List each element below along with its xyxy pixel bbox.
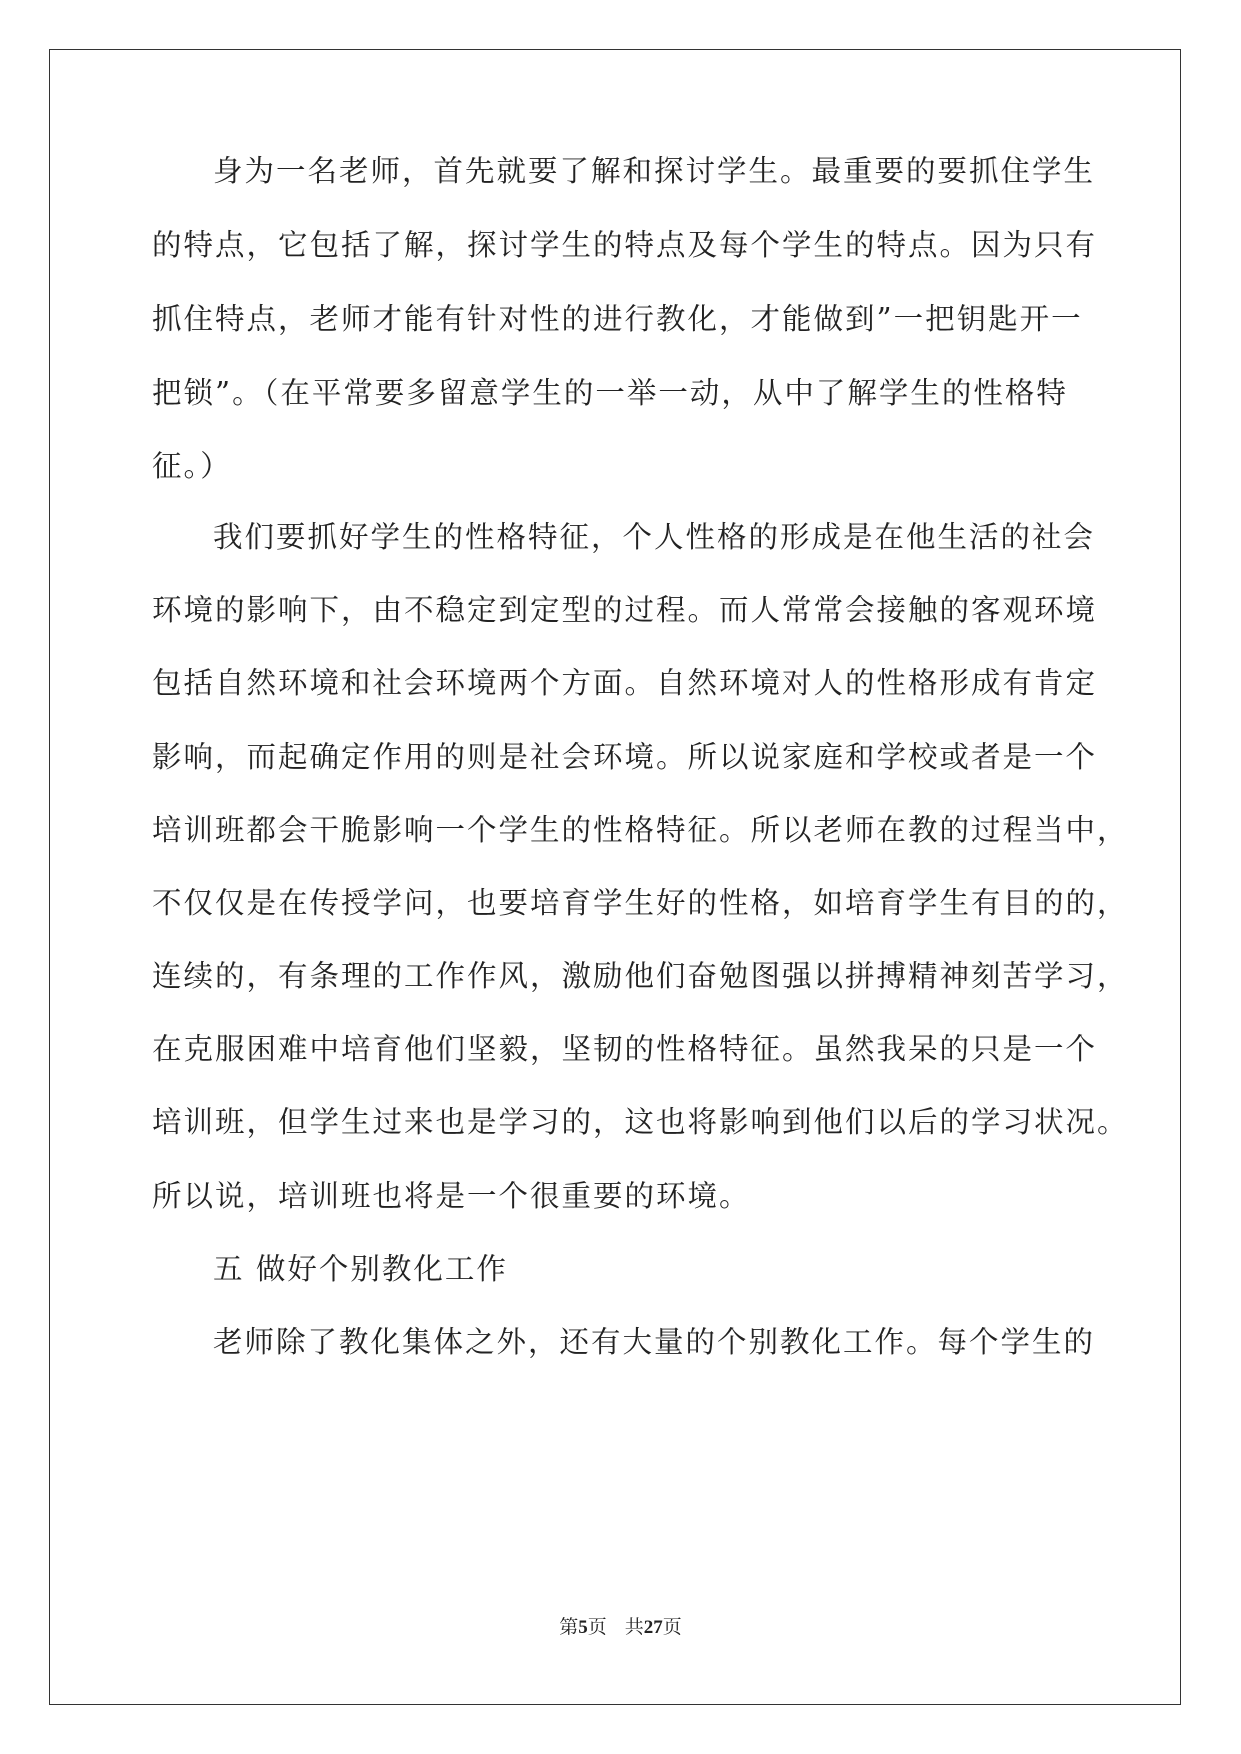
paragraph-line: 老师除了教化集体之外，还有大量的个别教化工作。每个学生的 [213,1325,1096,1359]
footer-prefix: 第 [559,1617,579,1638]
total-pages-number: 27 [643,1617,663,1638]
page-border [49,49,1181,1705]
footer-total-prefix: 共 [624,1617,644,1638]
paragraph-line: 不仅仅是在传授学问，也要培育学生好的性格，如培育学生有目的的， [152,886,1129,920]
paragraph-line: 身为一名老师，首先就要了解和探讨学生。最重要的要抓住学生 [213,154,1096,188]
paragraph-line: 影响，而起确定作用的则是社会环境。所以说家庭和学校或者是一个 [152,740,1098,774]
paragraph-line: 在克服困难中培育他们坚毅，坚韧的性格特征。虽然我呆的只是一个 [152,1032,1098,1066]
footer-page-unit: 页 [587,1617,607,1638]
current-page-number: 5 [578,1617,588,1638]
paragraph-line: 把锁”。（在平常要多留意学生的一举一动，从中了解学生的性格特 [152,376,1068,410]
page-footer [0,1616,1241,1640]
footer-total-unit: 页 [662,1617,682,1638]
paragraph-line: 培训班都会干脆影响一个学生的性格特征。所以老师在教的过程当中， [152,813,1129,847]
paragraph-line: 连续的，有条理的工作作风，激励他们奋勉图强以拼搏精神刻苦学习， [152,959,1129,993]
section-heading: 五 做好个别教化工作 [213,1252,508,1286]
paragraph-line: 的特点，它包括了解，探讨学生的特点及每个学生的特点。因为只有 [152,228,1098,262]
paragraph-line: 所以说，培训班也将是一个很重要的环境。 [152,1179,751,1213]
paragraph-line: 环境的影响下，由不稳定到定型的过程。而人常常会接触的客观环境 [152,593,1098,627]
paragraph-line: 我们要抓好学生的性格特征，个人性格的形成是在他生活的社会 [213,520,1096,554]
paragraph-line: 征。） [152,449,232,483]
paragraph-line: 包括自然环境和社会环境两个方面。自然环境对人的性格形成有肯定 [152,666,1098,700]
paragraph-line: 抓住特点，老师才能有针对性的进行教化，才能做到”一把钥匙开一 [152,302,1083,336]
paragraph-line: 培训班，但学生过来也是学习的，这也将影响到他们以后的学习状况。 [152,1105,1129,1139]
